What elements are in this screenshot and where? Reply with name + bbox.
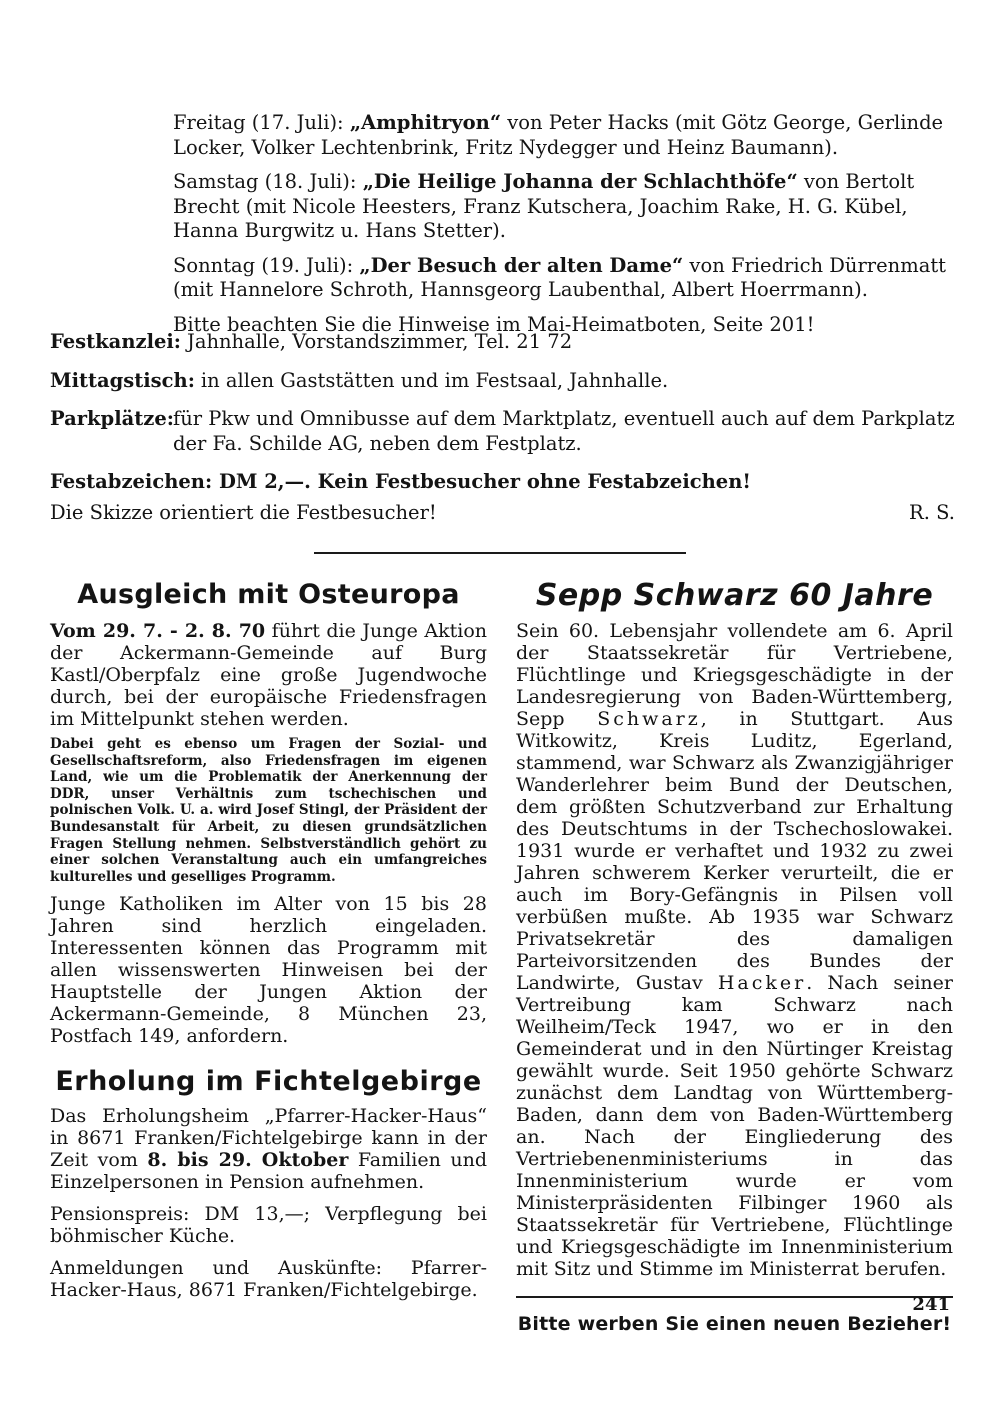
parkplaetze-label: Parkplätze: bbox=[50, 407, 174, 430]
schwarz-name: Schwarz bbox=[597, 708, 701, 730]
theater-program bbox=[173, 111, 953, 347]
author-initials: R. S. bbox=[909, 500, 955, 524]
sunday-date: Sonntag (19. Juli): bbox=[173, 253, 354, 277]
skizze-text: Die Skizze orientiert die Festbesucher! bbox=[50, 500, 437, 524]
mittagstisch-label: Mittagstisch: bbox=[50, 368, 195, 392]
festkanzlei-label: Festkanzlei: bbox=[50, 330, 181, 353]
mittagstisch-value: in allen Gaststätten und im Festsaal, Jahnhalle. bbox=[200, 368, 669, 392]
mittagstisch-row bbox=[50, 369, 955, 394]
saturday-title: „Die Heilige Johanna der Schlachthöfe“ bbox=[362, 170, 798, 193]
fichtelgebirge-p2: Pensionspreis: DM 13,—; Verpflegung bei böhmischer Küche. bbox=[50, 1203, 487, 1248]
heimatbote-note: Bitte beachten Sie die Hinweise im Mai-Heimatboten, Seite 201! bbox=[173, 312, 815, 336]
fichtelgebirge-p1-end: Familien und Einzelpersonen in Pension aufnehmen. bbox=[50, 1149, 487, 1194]
festkanzlei-value: Jahnhalle, Vorstandszimmer, Tel. 21 72 bbox=[187, 330, 573, 353]
banner-divider bbox=[516, 1296, 953, 1298]
program-sunday bbox=[173, 254, 953, 303]
fichtelgebirge-date-start: 8. bbox=[147, 1149, 168, 1172]
parkplaetze-value: für Pkw und Omnibusse auf dem Marktplatz, eventuell auch auf dem Parkplatz der Fa. Schilde AG, neben dem Festplatz. bbox=[173, 407, 955, 455]
friday-details: von Peter Hacks (mit Götz George, Gerlinde Locker, Volker Lechtenbrink, Fritz Nydegger und Heinz Baumann). bbox=[173, 111, 944, 159]
schwarz-text-1: Sein 60. Lebensjahr vollendete am 6. April der Staatssekretär für Vertriebene, Flüchtlinge und Kriegsgeschädigte in der Landesregierung von Baden-Württemberg, Sepp bbox=[516, 620, 953, 730]
friday-date: Freitag (17. Juli): bbox=[173, 111, 344, 134]
schwarz-text-3: . Nach seiner Vertreibung kam Schwarz nach Weilheim/Teck 1947, wo er in den Gemeinderat und in den Nürtinger Kreistag gewählt wurde. Seit 1950 gehörte Schwarz zunächst dem Landtag von Württemberg-Baden, dann dem von Baden-Württemberg an. Nach der Eingliederung des Vertriebenenministeriums in das Innenministerium wurde er vom Ministerpräsidenten Filbinger 1960 als Staatssekretär für Vertriebene, Flüchtlinge und Kriegsgeschädigte im Innenministerium mit Sitz und Stimme im Ministerrat berufen. bbox=[516, 972, 953, 1280]
festkanzlei-row bbox=[50, 330, 955, 355]
osteuropa-detail: Dabei geht es ebenso um Fragen der Sozial- und Gesellschaftsreform, also Friedensfragen im eigenen Land, wie um die Problematik der Anerkennung der DDR, unser Verhältnis zum tschechischen und polnischen Volk. U. a. wird Josef Stingl, der Präsident der Bundesanstalt für Arbeit, zu diesen grundsätzlichen Fragen Stellung nehmen. Selbstverständlich gehört zu einer solchen Veranstaltung auch ein umfangreiches kulturelles und geselliges Programm. bbox=[50, 736, 487, 885]
fichtelgebirge-p1 bbox=[50, 1105, 487, 1193]
left-column bbox=[50, 578, 487, 1301]
osteuropa-lead-text: führt die Junge Aktion der Ackermann-Gemeinde auf Burg Kastl/Oberpfalz eine große Jugendwoche durch, bei der europäische Friedensfragen im Mittelpunkt stehen werden. bbox=[50, 620, 488, 730]
subscriber-banner: Bitte werben Sie einen neuen Bezieher! bbox=[517, 1313, 952, 1335]
festabzeichen-line: Festabzeichen: DM 2,—. Kein Festbesucher ohne Festabzeichen! bbox=[50, 470, 751, 493]
osteuropa-closing: Junge Katholiken im Alter von 15 bis 28 Jahren sind herzlich eingeladen. Interessenten können das Programm mit allen wissenswerten Hinweisen bei der Hauptstelle der Jungen Aktion der Ackermann-Gemeinde, 8 München 23, Postfach 149, anfordern. bbox=[50, 893, 487, 1048]
schwarz-article bbox=[516, 620, 953, 1280]
schwarz-heading: Sepp Schwarz 60 Jahre bbox=[535, 578, 934, 613]
osteuropa-lead bbox=[50, 620, 487, 730]
saturday-details: von Bertolt Brecht (mit Nicole Heesters, Franz Kutschera, Joachim Rake, H. G. Kübel, Hanna Burgwitz u. Hans Stetter). bbox=[173, 170, 915, 242]
program-friday bbox=[173, 111, 953, 160]
saturday-date: Samstag (18. Juli): bbox=[173, 170, 357, 193]
parkplaetze-row bbox=[50, 407, 955, 456]
page-number: 241 bbox=[912, 1294, 950, 1315]
sunday-title: „Der Besuch der alten Dame“ bbox=[359, 253, 684, 277]
osteuropa-date: Vom 29. 7. - 2. 8. 70 bbox=[50, 620, 266, 642]
fichtelgebirge-p3: Anmeldungen und Auskünfte: Pfarrer-Hacker-Haus, 8671 Franken/Fichtelgebirge. bbox=[50, 1257, 487, 1302]
schwarz-text-2: , in Stuttgart. Aus Witkowitz, Kreis Luditz, Egerland, stammend, war Schwarz als Zwanzigjähriger Wanderlehrer beim Bund der Deutschen, dem größten Schutzverband zur Erhaltung des Deutschtums in der Tschechoslowakei. 1931 wurde er verhaftet und 1932 zu zwei Jahren schwerem Kerker verurteilt, die er auch im Bory-Gefängnis in Pilsen voll verbüßen mußte. Ab 1935 war Schwarz Privatsekretär des damaligen Parteivorsitzenden des Bundes der Landwirte, Gustav bbox=[516, 708, 954, 994]
festival-info bbox=[50, 330, 955, 525]
section-divider bbox=[314, 552, 686, 554]
right-column bbox=[516, 578, 953, 1336]
fichtelgebirge-date-end: 29. Oktober bbox=[218, 1149, 349, 1172]
sunday-details: von Friedrich Dürrenmatt (mit Hannelore Schroth, Hannsgeorg Laubenthal, Albert Hoerrmann). bbox=[173, 253, 947, 301]
skizze-row bbox=[50, 501, 955, 526]
fichtelgebirge-p1-start: Das Erholungsheim „Pfarrer-Hacker-Haus“ in 8671 Franken/Fichtelgebirge kann in der Zeit vom bbox=[50, 1105, 487, 1172]
friday-title: „Amphitryon“ bbox=[349, 111, 502, 134]
osteuropa-heading: Ausgleich mit Osteuropa bbox=[77, 579, 460, 610]
hacker-name: Hacker bbox=[717, 972, 807, 994]
fichtelgebirge-bis: bis bbox=[167, 1149, 219, 1172]
program-saturday bbox=[173, 170, 953, 244]
fichtelgebirge-heading: Erholung im Fichtelgebirge bbox=[55, 1066, 482, 1098]
